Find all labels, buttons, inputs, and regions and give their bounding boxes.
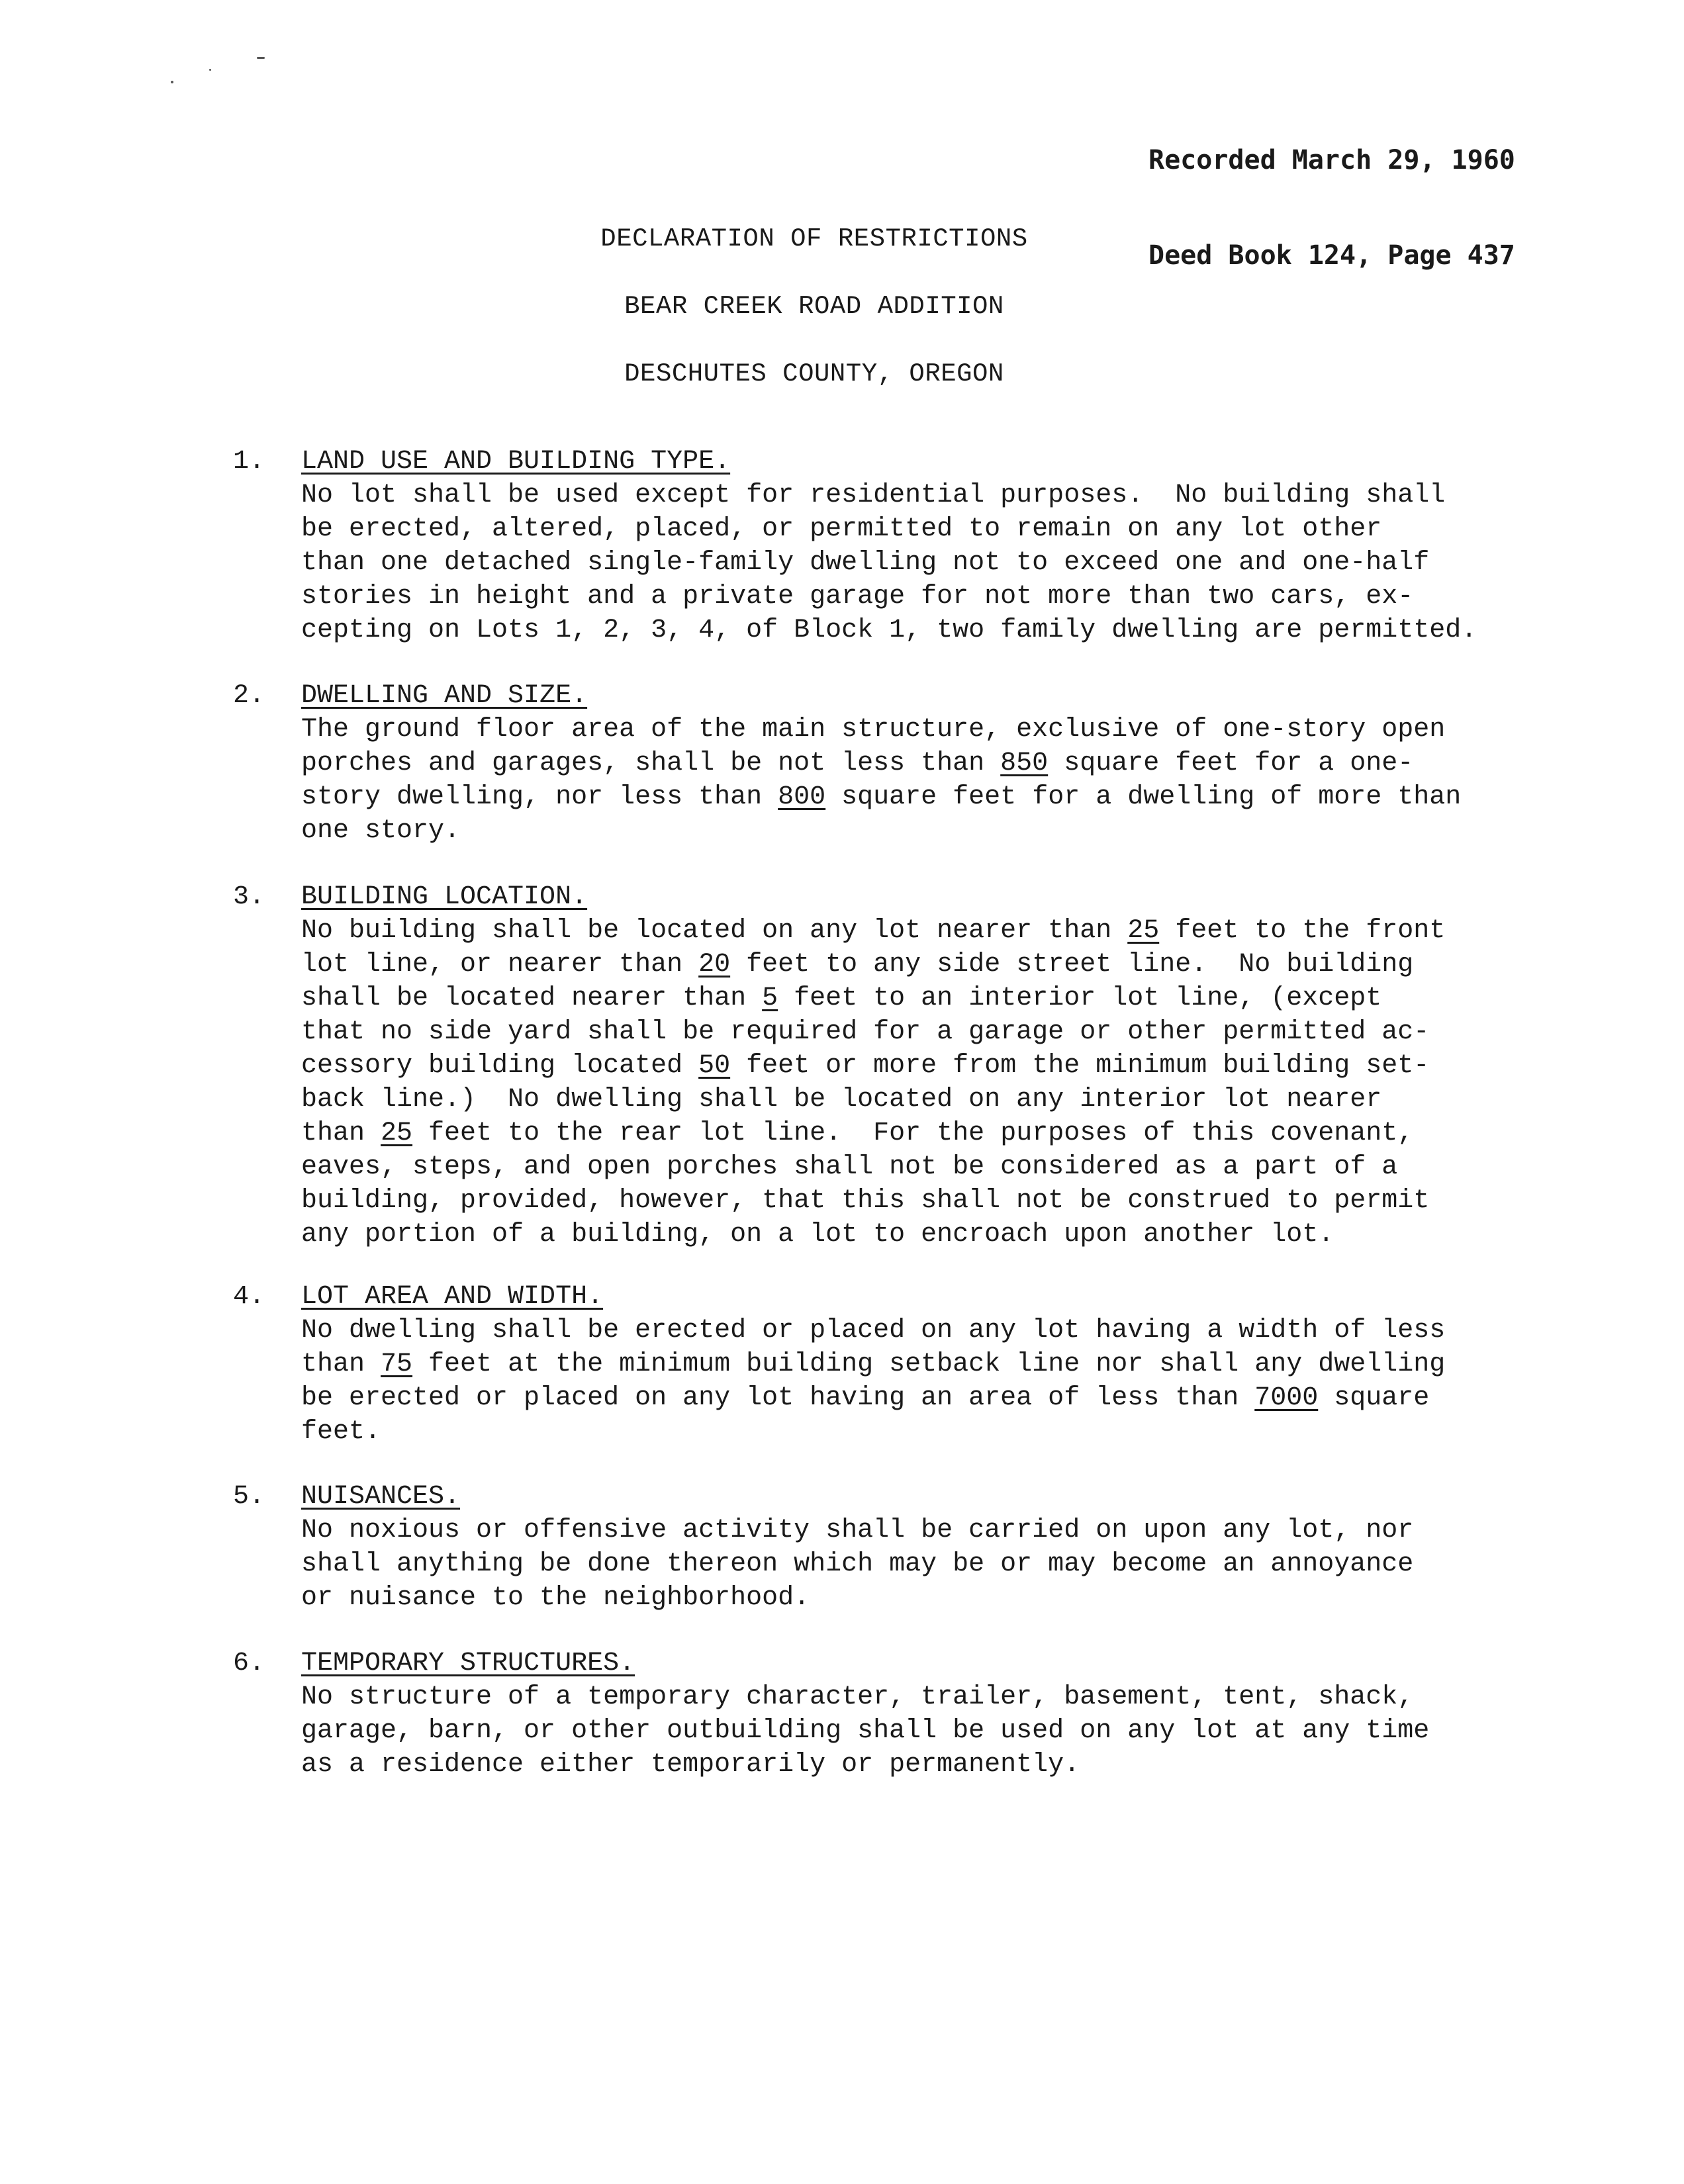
text-line	[301, 914, 1445, 948]
text-segment: than	[301, 1118, 381, 1148]
subdivision-name: BEAR CREEK ROAD ADDITION	[624, 292, 1004, 321]
text-line	[301, 1184, 1445, 1218]
scan-speck	[209, 69, 211, 71]
text-segment: lot line, or nearer than	[301, 950, 699, 979]
section-heading: NUISANCES.	[301, 1482, 461, 1512]
county-name: DESCHUTES COUNTY, OREGON	[624, 359, 1004, 388]
text-segment: cepting on Lots 1, 2, 3, 4, of Block 1, two family dwelling are permitted.	[301, 615, 1477, 645]
text-line	[301, 614, 1477, 647]
text-line	[301, 1150, 1445, 1184]
section-number: 1.	[233, 447, 265, 477]
text-segment: feet to the rear lot line. For the purposes of this covenant,	[412, 1118, 1414, 1148]
text-line	[301, 747, 1461, 780]
section-text	[301, 1680, 1429, 1782]
text-line	[301, 1547, 1413, 1581]
text-segment: feet to an interior lot line, (except	[778, 983, 1382, 1013]
underlined-figure: 50	[698, 1051, 731, 1081]
underlined-figure: 20	[698, 950, 731, 979]
text-segment: cessory building located	[301, 1051, 699, 1081]
text-line	[301, 981, 1445, 1015]
text-segment: be erected, altered, placed, or permitted to remain on any lot other	[301, 514, 1382, 544]
section-number: 4.	[233, 1282, 265, 1312]
text-line	[301, 512, 1477, 546]
text-line	[301, 713, 1461, 747]
text-segment: No building shall be located on any lot nearer than	[301, 916, 1128, 946]
text-segment: be erected or placed on any lot having an area of less than	[301, 1383, 1255, 1413]
text-segment: square	[1318, 1383, 1430, 1413]
text-line	[301, 780, 1461, 814]
section-number: 5.	[233, 1482, 265, 1512]
section-heading: TEMPORARY STRUCTURES.	[301, 1649, 635, 1678]
text-segment: stories in height and a private garage for not more than two cars, ex-	[301, 582, 1414, 612]
text-segment: porches and garages, shall be not less than	[301, 749, 1001, 778]
text-segment: one story.	[301, 816, 461, 846]
section-heading: DWELLING AND SIZE.	[301, 681, 588, 711]
text-segment: feet to any side street line. No building	[730, 950, 1414, 979]
text-line	[301, 1083, 1445, 1116]
text-segment: that no side yard shall be required for a garage or other permitted ac-	[301, 1017, 1430, 1047]
text-segment: feet at the minimum building setback line nor shall any dwelling	[412, 1349, 1446, 1379]
underlined-figure: 7000	[1254, 1383, 1319, 1413]
text-segment: or nuisance to the neighborhood.	[301, 1583, 810, 1613]
section-body	[301, 679, 1461, 848]
text-segment: story dwelling, nor less than	[301, 782, 778, 812]
section-number: 6.	[233, 1649, 265, 1678]
section-body	[301, 445, 1477, 647]
section-text	[301, 1514, 1413, 1615]
text-segment: shall anything be done thereon which may be or may become an annoyance	[301, 1549, 1414, 1579]
text-line	[301, 1514, 1413, 1547]
section-body	[301, 1480, 1413, 1615]
text-line	[301, 1415, 1445, 1449]
underlined-figure: 850	[1000, 749, 1049, 778]
section-heading: LAND USE AND BUILDING TYPE.	[301, 447, 731, 477]
section-number: 3.	[233, 882, 265, 912]
section-body	[301, 1647, 1429, 1782]
text-line	[301, 1049, 1445, 1083]
text-segment: shall be located nearer than	[301, 983, 763, 1013]
section-body	[301, 880, 1445, 1251]
text-line	[301, 478, 1477, 512]
underlined-figure: 25	[1127, 916, 1160, 946]
text-segment: any portion of a building, on a lot to encroach upon another lot.	[301, 1220, 1334, 1250]
text-segment: as a residence either temporarily or permanently.	[301, 1750, 1080, 1780]
section-text	[301, 478, 1477, 647]
scan-speck	[257, 57, 265, 59]
text-line	[301, 1116, 1445, 1150]
underlined-figure: 5	[762, 983, 778, 1013]
text-segment: No noxious or offensive activity shall be carried on upon any lot, nor	[301, 1516, 1414, 1545]
text-line	[301, 814, 1461, 848]
text-segment: building, provided, however, that this shall not be construed to permit	[301, 1186, 1430, 1216]
scan-speck	[171, 81, 173, 83]
text-segment: feet.	[301, 1417, 381, 1447]
text-segment: square feet for a dwelling of more than	[825, 782, 1462, 812]
text-line	[301, 580, 1477, 614]
text-line	[301, 1581, 1413, 1615]
text-line	[301, 1748, 1429, 1782]
text-line	[301, 948, 1445, 981]
text-segment: No lot shall be used except for residential purposes. No building shall	[301, 480, 1446, 510]
text-line	[301, 1680, 1429, 1714]
underlined-figure: 800	[778, 782, 826, 812]
section-heading: BUILDING LOCATION.	[301, 882, 588, 912]
document-title: DECLARATION OF RESTRICTIONS	[600, 224, 1028, 253]
document-titles	[0, 205, 1628, 408]
section-text	[301, 713, 1461, 848]
text-line	[301, 1015, 1445, 1049]
text-segment: than	[301, 1349, 381, 1379]
section-body	[301, 1280, 1445, 1449]
text-segment: than one detached single-family dwelling not to exceed one and one-half	[301, 548, 1430, 578]
text-line	[301, 1218, 1445, 1251]
text-segment: No structure of a temporary character, trailer, basement, tent, shack,	[301, 1682, 1414, 1712]
section-number: 2.	[233, 681, 265, 711]
section-heading: LOT AREA AND WIDTH.	[301, 1282, 604, 1312]
underlined-figure: 75	[381, 1349, 413, 1379]
text-segment: back line.) No dwelling shall be located on any interior lot nearer	[301, 1085, 1382, 1115]
text-segment: The ground floor area of the main structure, exclusive of one-story open	[301, 715, 1446, 745]
text-segment: eaves, steps, and open porches shall not be considered as a part of a	[301, 1152, 1398, 1182]
text-segment: garage, barn, or other outbuilding shall be used on any lot at any time	[301, 1716, 1430, 1746]
text-line	[301, 1347, 1445, 1381]
text-line	[301, 1314, 1445, 1347]
text-segment: feet or more from the minimum building set-	[730, 1051, 1430, 1081]
recorded-date: Recorded March 29, 1960	[1148, 145, 1515, 175]
text-line	[301, 546, 1477, 580]
text-line	[301, 1381, 1445, 1415]
text-segment: feet to the front	[1159, 916, 1446, 946]
text-line	[301, 1714, 1429, 1748]
underlined-figure: 25	[381, 1118, 413, 1148]
text-segment: No dwelling shall be erected or placed on any lot having a width of less	[301, 1316, 1446, 1345]
text-segment: square feet for a one-	[1048, 749, 1414, 778]
section-text	[301, 914, 1445, 1251]
deed-book-reference: Deed Book 124, Page 437	[1148, 240, 1515, 271]
section-text	[301, 1314, 1445, 1449]
